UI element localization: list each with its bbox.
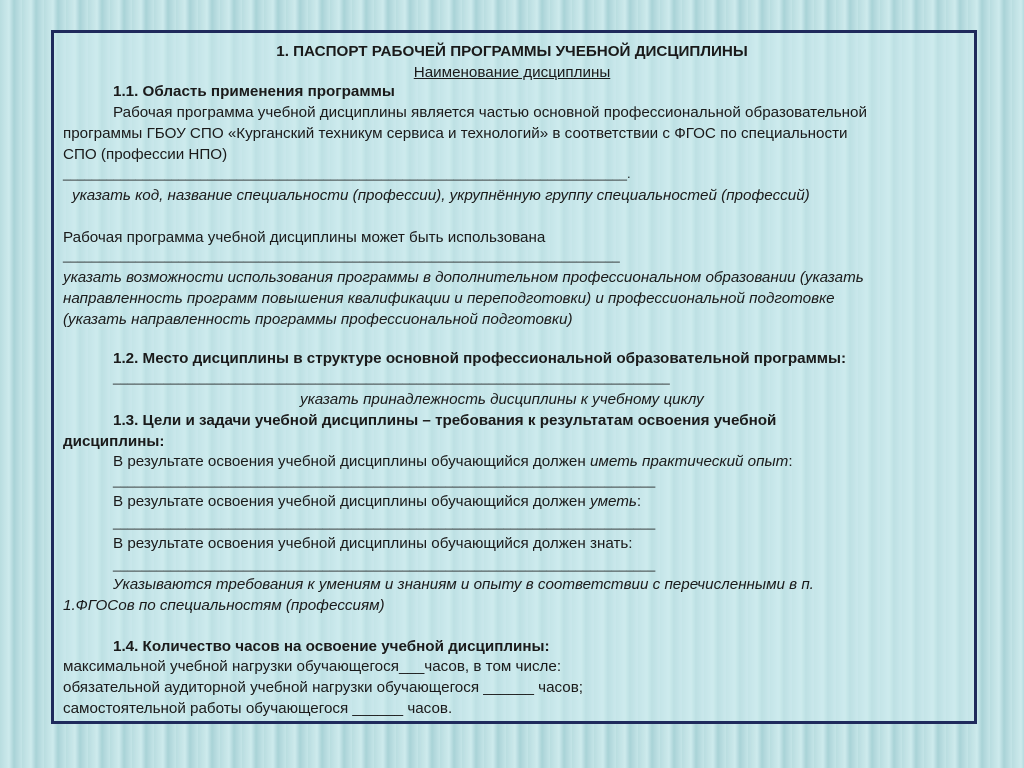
usage-hint-line3: (указать направленность программы профессиональной подготовки) (63, 311, 573, 328)
usage-text: Рабочая программа учебной дисциплины может быть использована (63, 229, 546, 246)
section-1-1-heading: 1.1. Область применения программы (113, 83, 395, 100)
usage-hint-line2: направленность программ повышения квалификации и переподготовки) и профессиональной подготовке (63, 290, 835, 307)
result-skills: В результате освоения учебной дисциплины обучающийся должен уметь: (113, 493, 642, 510)
section-1-2-hint: указать принадлежность дисциплины к учебному циклу (300, 391, 704, 408)
usage-blank-line: _____________________________________________________________________________ (63, 248, 620, 263)
section-1-1-text-line3: СПО (профессии НПО) (63, 146, 228, 163)
section-1-2-blank-line: _____________________________________________________________________________ (113, 370, 670, 385)
section-1-2-heading: 1.2. Место дисциплины в структуре основной профессиональной образовательной программы: (113, 350, 847, 367)
usage-hint-line1: указать возможности использования программы в дополнительном профессиональном образовании (указать (63, 269, 864, 286)
result-experience-blank: ___________________________________________________________________________ (113, 473, 656, 488)
discipline-name-label: Наименование дисциплины (413, 64, 611, 81)
page-title: 1. ПАСПОРТ РАБОЧЕЙ ПРОГРАММЫ УЧЕБНОЙ ДИСЦИПЛИНЫ (276, 43, 748, 60)
hours-self-study: самостоятельной работы обучающегося ______ часов. (63, 700, 453, 717)
hours-classroom-load: обязательной аудиторной учебной нагрузки обучающегося ______ часов; (63, 679, 584, 696)
section-1-3-heading-line1: 1.3. Цели и задачи учебной дисциплины – требования к результатам освоения учебной (113, 412, 777, 429)
specialty-hint: указать код, название специальности (профессии), укрупнённую группу специальностей (профессий) (72, 187, 810, 204)
section-1-4-heading: 1.4. Количество часов на освоение учебной дисциплины: (113, 638, 550, 655)
section-1-3-heading-line2: дисциплины: (63, 433, 165, 450)
result-knowledge-blank: ___________________________________________________________________________ (113, 557, 656, 572)
hours-max-load: максимальной учебной нагрузки обучающегося___часов, в том числе: (63, 658, 562, 675)
section-1-1-text-line1: Рабочая программа учебной дисциплины является частью основной профессиональной образовательной (113, 104, 867, 121)
requirements-hint-line2: 1.ФГОСов по специальностям (профессиям) (63, 597, 385, 614)
specialty-blank-line: ______________________________________________________________________________. (63, 166, 631, 181)
result-knowledge: В результате освоения учебной дисциплины обучающийся должен знать: (113, 535, 633, 552)
section-1-1-text-line2: программы ГБОУ СПО «Курганский техникум сервиса и технологий» в соответствии с ФГОС по специальности (63, 125, 848, 142)
result-experience: В результате освоения учебной дисциплины обучающийся должен иметь практический опыт: (113, 453, 793, 470)
result-skills-blank: ___________________________________________________________________________ (113, 515, 656, 530)
requirements-hint-line1: Указываются требования к умениям и знаниям и опыту в соответствии с перечисленными в п. (113, 576, 814, 593)
